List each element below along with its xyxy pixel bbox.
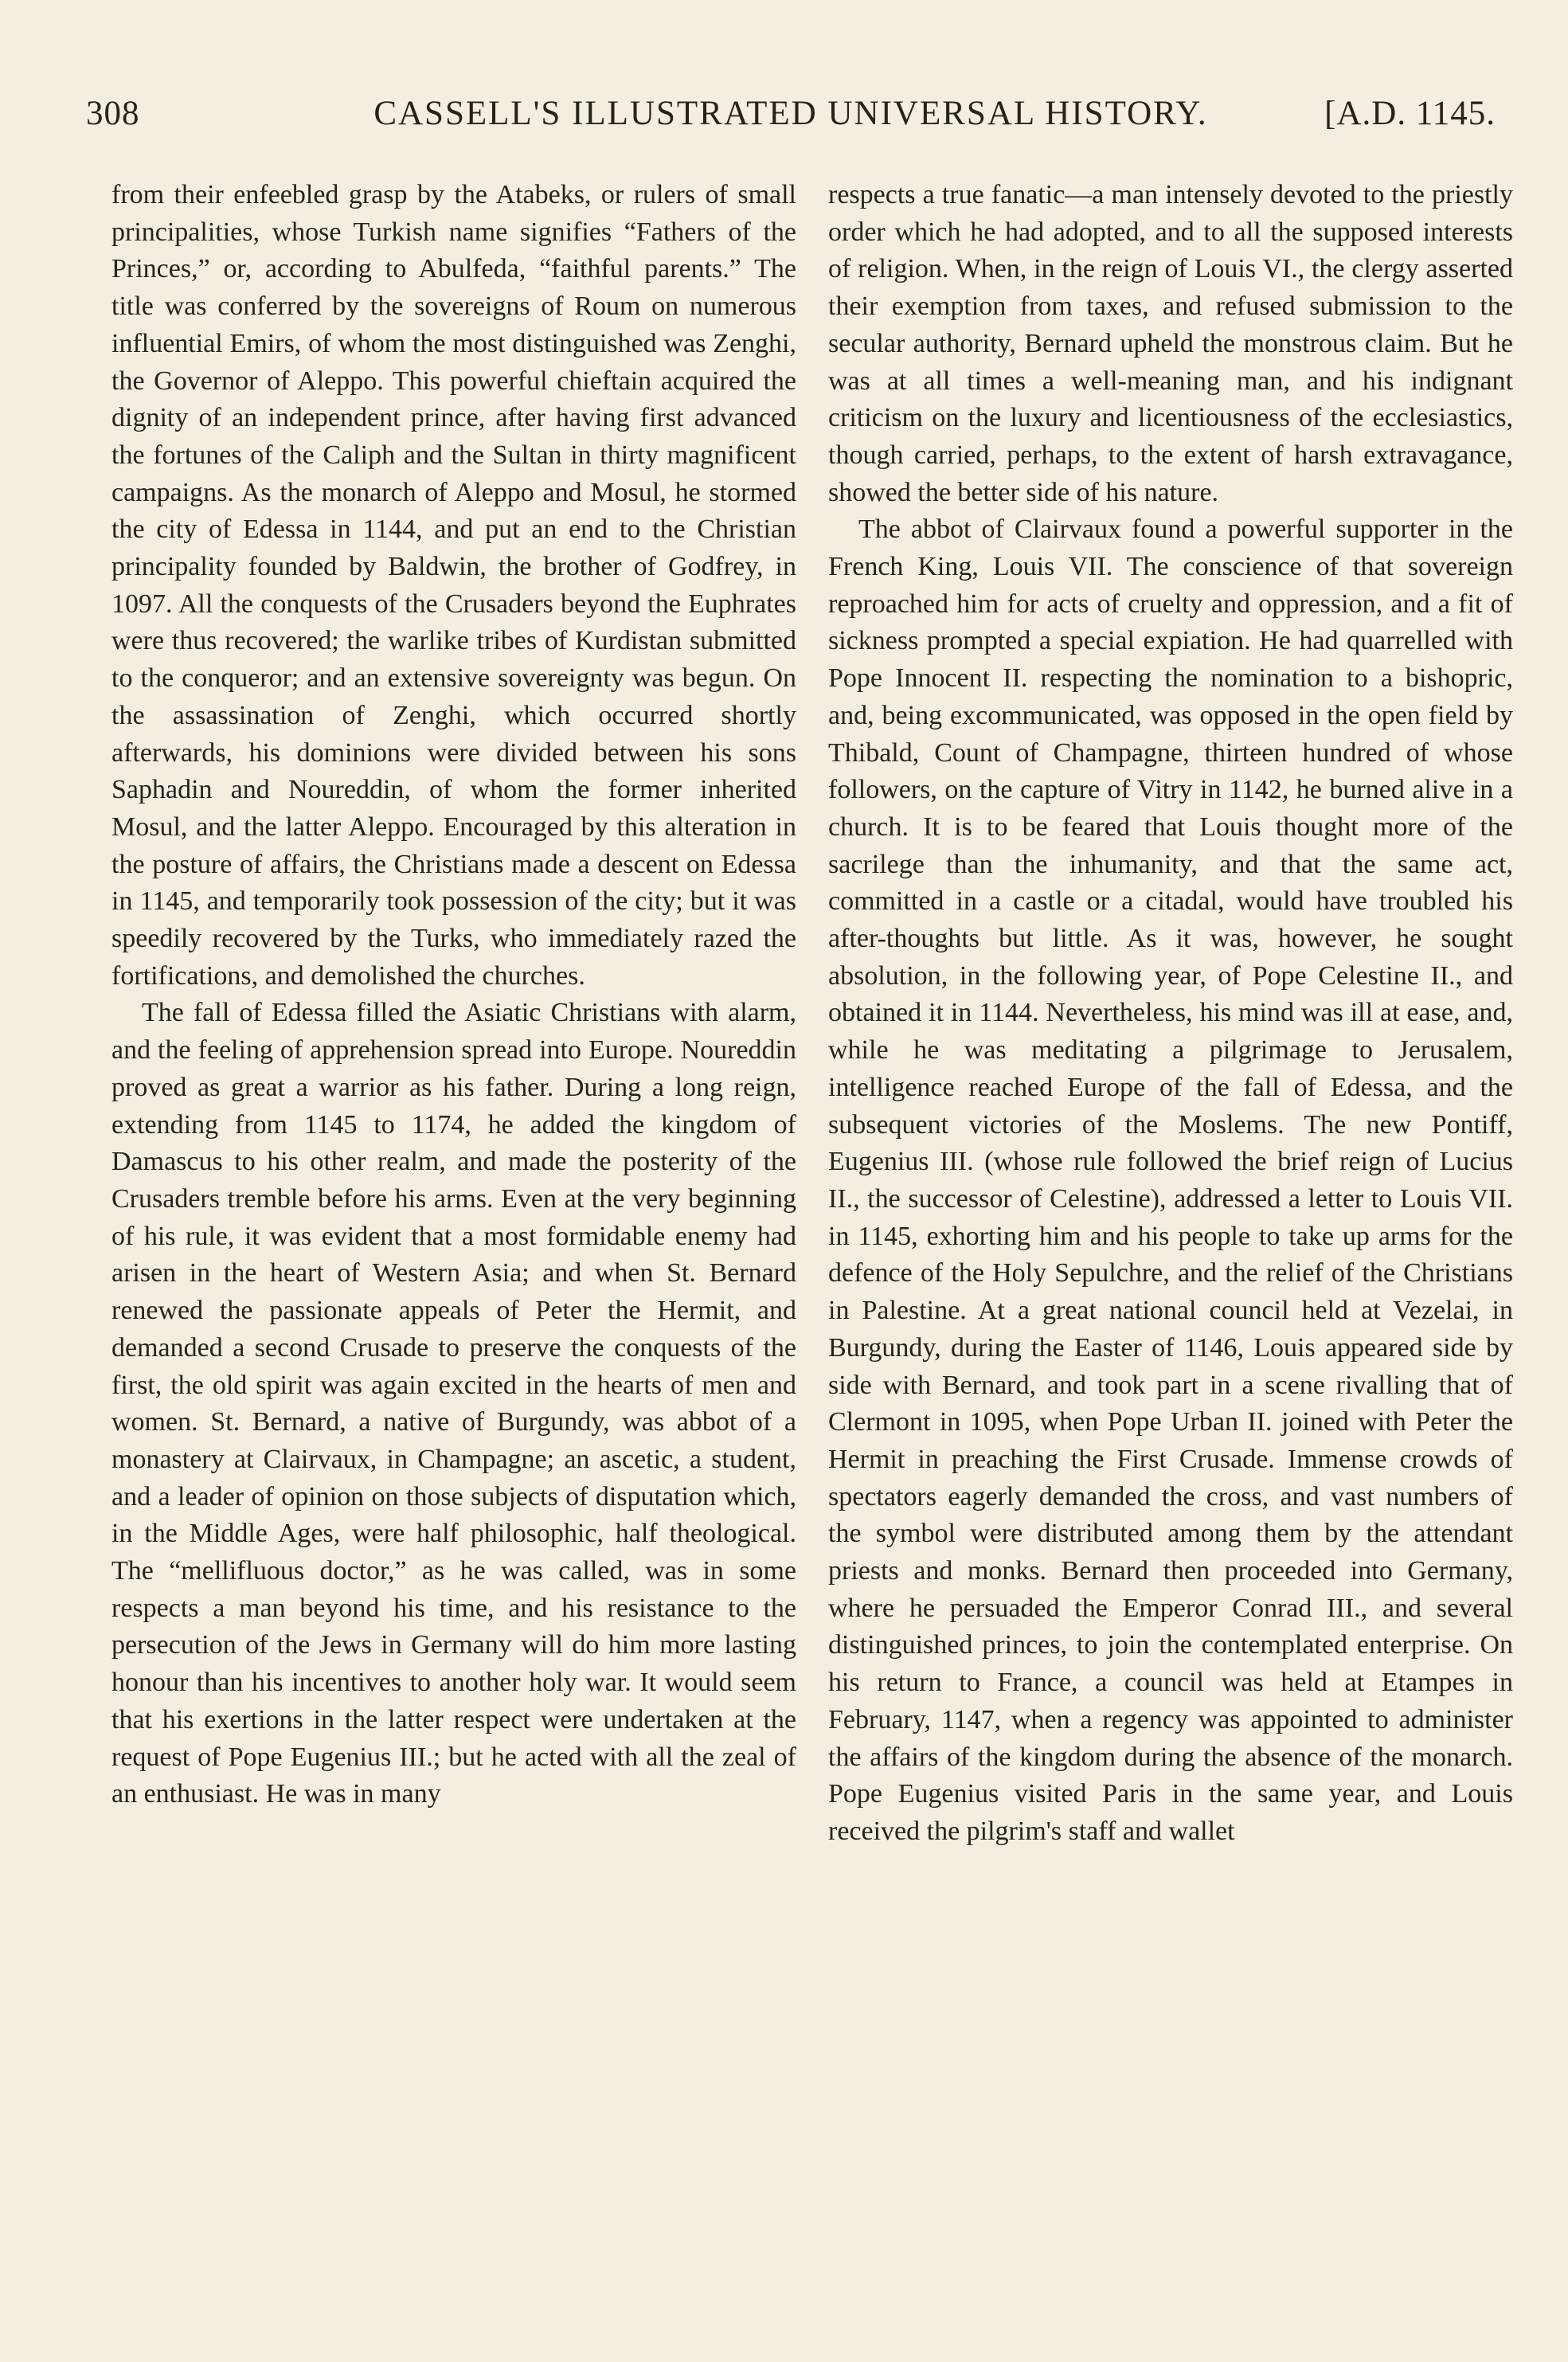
left-column: [111, 177, 796, 1813]
paragraph: The fall of Edessa filled the Asiatic Christians with alarm, and the feeling of apprehension spread into Europe. Noureddin proved as great a warrior as his father. During a long reign, extending from 1145 to 1174, he added the kingdom of Damascus to his other realm, and made the posterity of the Crusaders tremble before his arms. Even at the very beginning of his rule, it was evident that a most formidable enemy had arisen in the heart of Western Asia; and when St. Bernard renewed the passionate appeals of Peter the Hermit, and demanded a second Crusade to preserve the conquests of the first, the old spirit was again excited in the hearts of men and women. St. Bernard, a native of Burgundy, was abbot of a monastery at Clairvaux, in Champagne; an ascetic, a student, and a leader of opinion on those subjects of disputation which, in the Middle Ages, were half philosophic, half theological. The “mellifluous doctor,” as he was called, was in some respects a man beyond his time, and his resistance to the persecution of the Jews in Germany will do him more lasting honour than his incentives to another holy war. It would seem that his exertions in the latter respect were undertaken at the request of Pope Eugenius III.; but he acted with all the zeal of an enthusiast. He was in many: [111, 998, 796, 1809]
paragraph: The abbot of Clairvaux found a powerful supporter in the French King, Louis VII. The conscience of that sovereign reproached him for acts of cruelty and oppression, and a fit of sickness prompted a special expiation. He had quarrelled with Pope Innocent II. respecting the nomination to a bishopric, and, being excommunicated, was opposed in the open field by Thibald, Count of Champagne, thirteen hundred of whose followers, on the capture of Vitry in 1142, he burned alive in a church. It is to be feared that Louis thought more of the sacrilege than the inhumanity, and that the same act, committed in a castle or a citadal, would have troubled his after-thoughts but little. As it was, however, he sought absolution, in the following year, of Pope Celestine II., and obtained it in 1144. Nevertheless, his mind was ill at ease, and, while he was meditating a pilgrimage to Jerusalem, intelligence reached Europe of the fall of Edessa, and the subsequent victories of the Moslems. The new Pontiff, Eugenius III. (whose rule followed the brief reign of Lucius II., the successor of Celestine), addressed a letter to Louis VII. in 1145, exhorting him and his people to take up arms for the defence of the Holy Sepulchre, and the relief of the Christians in Palestine. At a great national council held at Vezelai, in Burgundy, during the Easter of 1146, Louis appeared side by side with Bernard, and took part in a scene rivalling that of Clermont in 1095, when Pope Urban II. joined with Peter the Hermit in preaching the First Crusade. Immense crowds of spectators eagerly demanded the cross, and vast numbers of the symbol were distributed among them by the attendant priests and monks. Bernard then proceeded into Germany, where he persuaded the Emperor Conrad III., and several distinguished princes, to join the contemplated enterprise. On his return to France, a council was held at Etampes in February, 1147, when a regency was appointed to administer the affairs of the kingdom during the absence of the monarch. Pope Eugenius visited Paris in the same year, and Louis received the pilgrim's staff and wallet: [828, 514, 1513, 1846]
paragraph: respects a true fanatic—a man intensely devoted to the priestly order which he had adopted, and to all the supposed interests of religion. When, in the reign of Louis VI., the clergy asserted their exemption from taxes, and refused submission to the secular authority, Bernard upheld the monstrous claim. But he was at all times a well-meaning man, and his indignant criticism on the luxury and licentiousness of the ecclesiastics, though carried, perhaps, to the extent of harsh extravagance, showed the better side of his nature.: [828, 180, 1513, 507]
right-column: [828, 177, 1513, 1851]
running-header: [86, 94, 1496, 142]
page-number: 308: [86, 95, 140, 132]
running-title: CASSELL'S ILLUSTRATED UNIVERSAL HISTORY.: [373, 95, 1208, 132]
paragraph: from their enfeebled grasp by the Atabeks, or rulers of small principalities, whose Turkish name signifies “Fathers of the Princes,” or, according to Abulfeda, “faithful parents.” The title was conferred by the sovereigns of Roum on numerous influential Emirs, of whom the most distinguished was Zenghi, the Governor of Aleppo. This powerful chieftain acquired the dignity of an independent prince, after having first advanced the fortunes of the Caliph and the Sultan in thirty magnificent campaigns. As the monarch of Aleppo and Mosul, he stormed the city of Edessa in 1144, and put an end to the Christian principality founded by Baldwin, the brother of Godfrey, in 1097. All the conquests of the Crusaders beyond the Euphrates were thus recovered; the warlike tribes of Kurdistan submitted to the conqueror; and an extensive sovereignty was begun. On the assassination of Zenghi, which occurred shortly afterwards, his dominions were divided between his sons Saphadin and Noureddin, of whom the former inherited Mosul, and the latter Aleppo. Encouraged by this alteration in the posture of affairs, the Christians made a descent on Edessa in 1145, and temporarily took possession of the city; but it was speedily recovered by the Turks, who immediately razed the fortifications, and demolished the churches.: [111, 180, 796, 991]
header-date: [A.D. 1145.: [1324, 95, 1496, 132]
